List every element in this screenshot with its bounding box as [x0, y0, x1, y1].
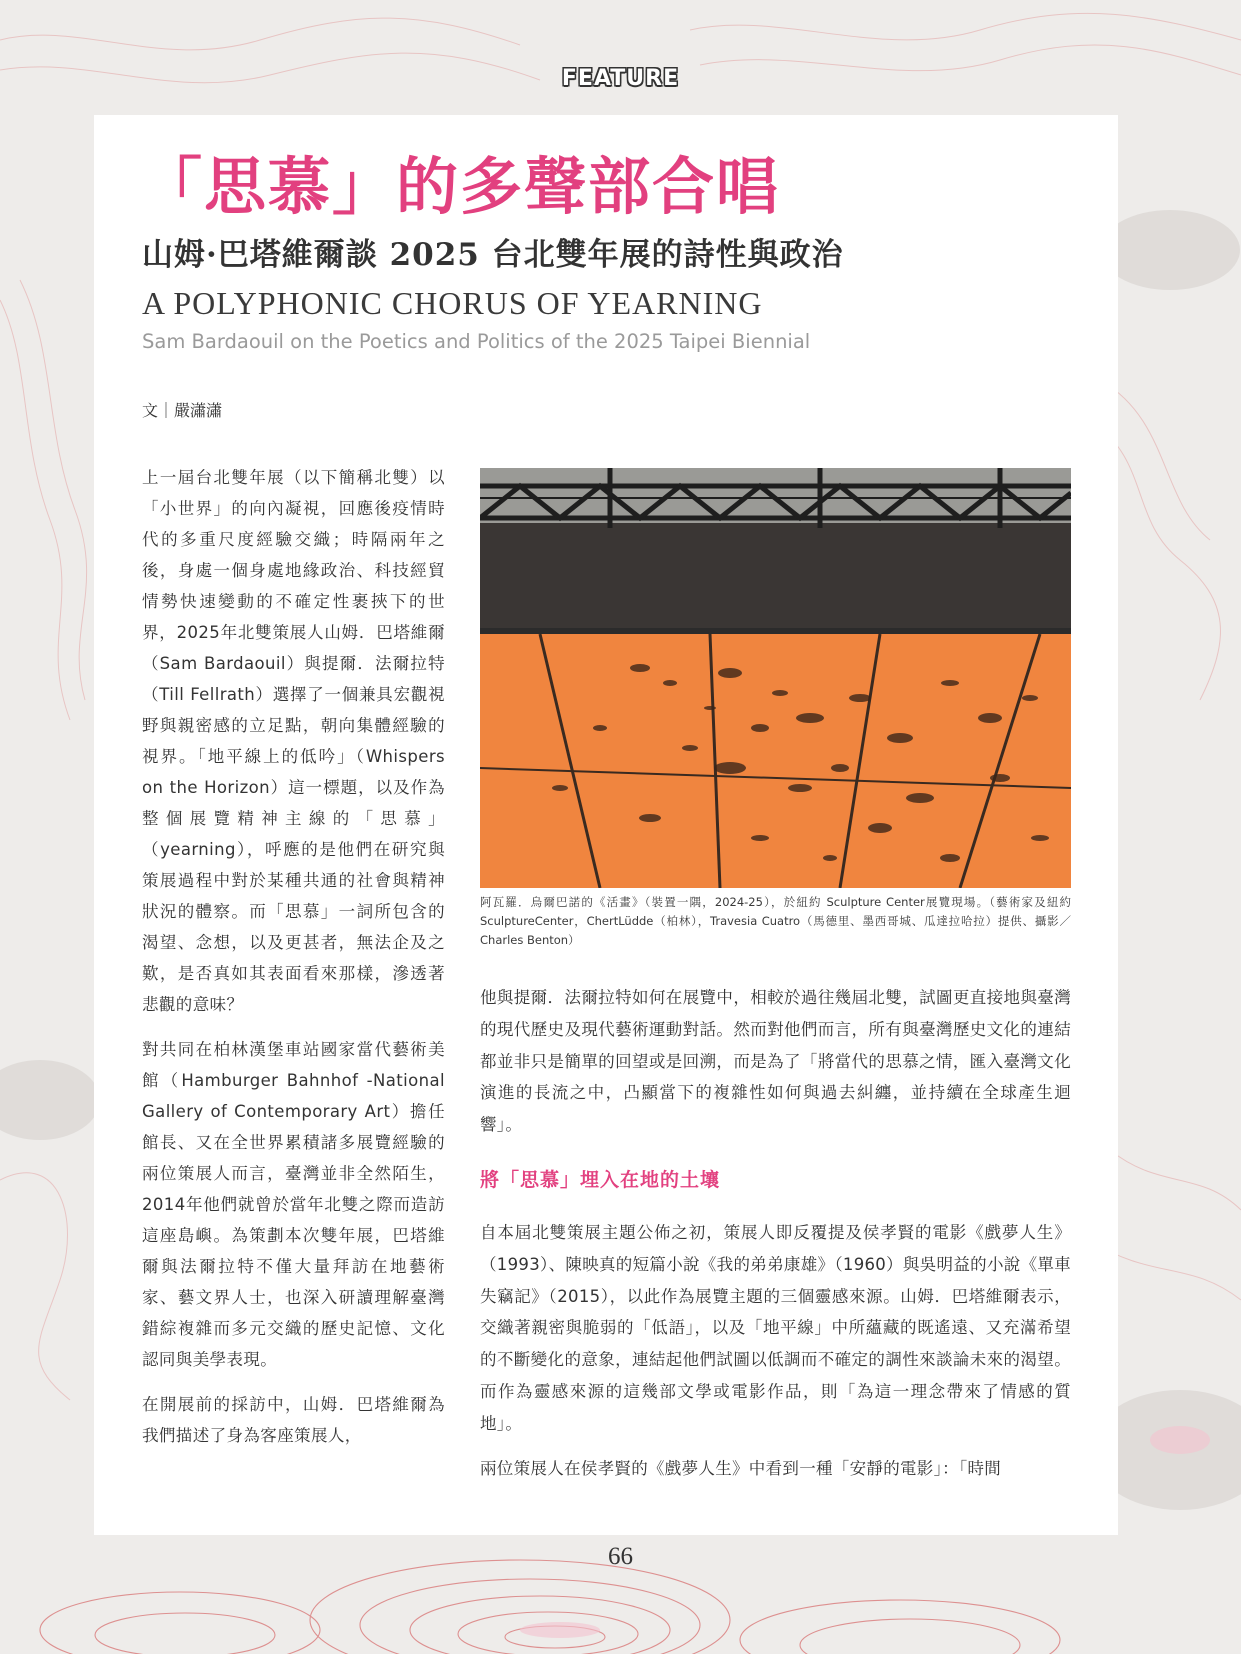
body-paragraph: 在開展前的採訪中，山姆．巴塔維爾為我們描述了身為客座策展人， — [142, 1395, 445, 1445]
section-tag: FEATURE — [561, 66, 680, 91]
article-subtitle-en: Sam Bardaouil on the Poetics and Politics of the 2025 Taipei Biennial — [142, 330, 811, 353]
section-heading: 將「思慕」埋入在地的土壤 — [480, 1168, 721, 1191]
page-number: 66 — [608, 1543, 633, 1570]
article-title-zh: 「思慕」的多聲部合唱 — [140, 150, 781, 223]
installation-photo — [480, 468, 1071, 888]
article-title-en: A POLYPHONIC CHORUS OF YEARNING — [142, 285, 763, 321]
body-paragraph: 他與提爾．法爾拉特如何在展覽中，相較於過往幾屆北雙，試圖更直接地與臺灣的現代歷史及現代藝術運動對話。然而對他們而言，所有與臺灣歷史文化的連結都並非只是簡單的回望或是回溯，而是為了「將當代的思慕之情，匯入臺灣文化演進的長流之中，凸顯當下的複雜性如何與過去糾纏，並持續在全球產生迴響」。 — [480, 988, 1071, 1135]
byline: 文｜嚴瀟瀟 — [142, 401, 223, 420]
body-paragraph: 對共同在柏林漢堡車站國家當代藝術美館（Hamburger Bahnhof -National Gallery of Contemporary Art）擔任館長、又在全世界累積諸多展覽經驗的兩位策展人而言，臺灣並非全然陌生，2014年他們就曾於當年北雙之際而造訪這座島嶼。為策劃本次雙年展，巴塔維爾與法爾拉特不僅大量拜訪在地藝術家、藝文界人士，也深入研讀理解臺灣錯綜複雜而多元交織的歷史記憶、文化認同與美學表現。 — [142, 1040, 445, 1369]
body-paragraph: 自本屆北雙策展主題公佈之初，策展人即反覆提及侯孝賢的電影《戲夢人生》（1993）、陳映真的短篇小說《我的弟弟康雄》（1960）與吳明益的小說《單車失竊記》（2015），以此作為展覽主題的三個靈感來源。山姆．巴塔維爾表示，交織著親密與脆弱的「低語」，以及「地平線」中所蘊藏的既遙遠、又充滿希望的不斷變化的意象，連結起他們試圖以低調而不確定的調性來談論未來的渴望。而作為靈感來源的這幾部文學或電影作品，則「為這一理念帶來了情感的質地」。 — [480, 1222, 1071, 1433]
right-column — [480, 982, 1071, 1497]
article-subtitle-zh: 山姆·巴塔維爾談 2025 台北雙年展的詩性與政治 — [142, 237, 844, 273]
body-paragraph: 上一屆台北雙年展（以下簡稱北雙）以「小世界」的向內凝視，回應後疫情時代的多重尺度經驗交織；時隔兩年之後，身處一個身處地緣政治、科技經貿情勢快速變動的不確定性裹挾下的世界，2025年北雙策展人山姆．巴塔維爾（Sam Bardaouil）與提爾．法爾拉特（Till Fellrath）選擇了一個兼具宏觀視野與親密感的立足點，朝向集體經驗的視界。「地平線上的低吟」（Whispers on the Horizon）這一標題，以及作為整個展覽精神主線的「思慕」（yearning），呼應的是他們在研究與策展過程中對於某種共通的社會與精神狀況的體察。而「思慕」一詞所包含的渴望、念想，以及更甚者，無法企及之歎，是否真如其表面看來那樣，滲透著悲觀的意味？ — [142, 468, 445, 1014]
body-paragraph: 兩位策展人在侯孝賢的《戲夢人生》中看到一種「安靜的電影」：「時間 — [480, 1458, 1002, 1478]
photo-caption: 阿瓦羅．烏爾巴諾的《活畫》（裝置一隅，2024-25），於紐約 Sculpture Center展覽現場。（藝術家及紐約 SculptureCenter，ChertLüdde（柏林），Travesia Cuatro（馬德里、墨西哥城、瓜達拉哈拉）提供、攝影／ Charles Benton） — [480, 895, 1071, 947]
left-column — [142, 462, 445, 1465]
